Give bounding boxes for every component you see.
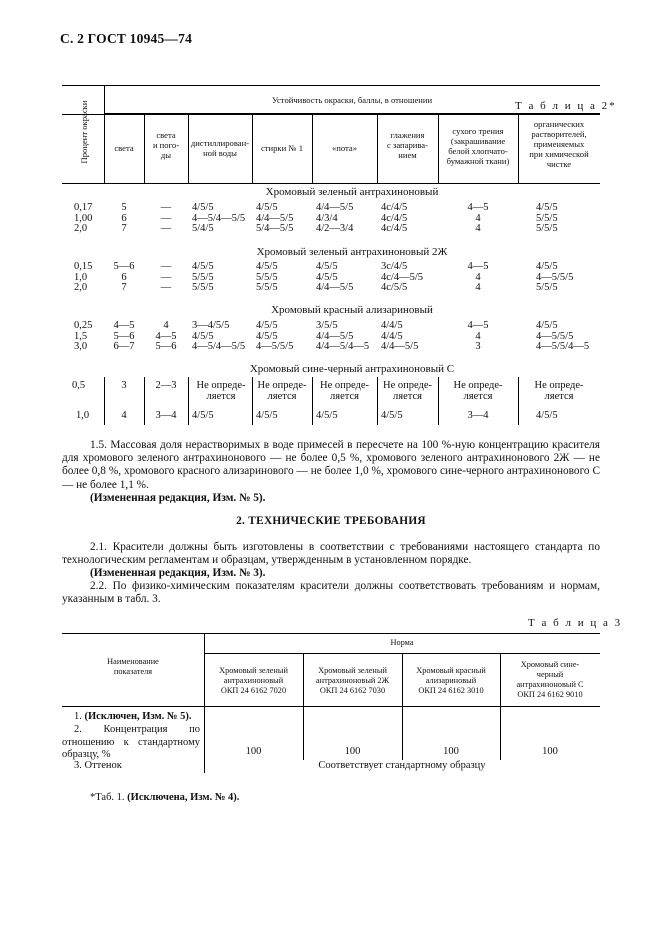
table2-cell: 3 — [121, 380, 127, 391]
table2-cell: 4/5/5 — [256, 261, 278, 272]
table2-cell: 4 — [475, 223, 481, 234]
table3-col-header: Хромовый зеленый антрахиноновый ОКП 24 6162 7020 — [219, 666, 288, 695]
table2-cell: 4/5/5 — [536, 261, 558, 272]
table2-cell: 4/4/5 — [381, 330, 403, 342]
table3-group-header-norma: Норма — [390, 638, 414, 647]
table3-col-header: Хромовый сине- черный антрахиноновый С ОКП 24 6162 9010 — [516, 660, 584, 699]
table2-cell: 4/4—5/5 — [316, 330, 354, 342]
table2-cell: Не опреде- ляется — [319, 380, 369, 402]
col-header-glazhenie: глажения с запарива- нием — [387, 130, 428, 160]
table2-cell: 4с/4/5 — [381, 212, 408, 224]
para-2-1-note: (Измененная редакция, Изм. № 3). — [90, 567, 266, 579]
table2-cell: 4—5 — [155, 330, 177, 342]
table2-cell: 4/5/5 — [536, 202, 558, 213]
table2-cell: 5—6 — [155, 341, 177, 352]
table2-cell: 4/5/5 — [256, 202, 278, 213]
col-header-stirki: стирки № 1 — [260, 143, 304, 153]
table2-cell: 5/5/5 — [256, 282, 278, 293]
table2-cell: 6 — [121, 212, 127, 224]
section-2-title: 2. ТЕХНИЧЕСКИЕ ТРЕБОВАНИЯ — [236, 515, 426, 527]
percent-cell: 3,0 — [74, 341, 88, 352]
percent-cell: 2,0 — [74, 282, 88, 293]
table3-cell: 100 — [443, 746, 459, 757]
table2-cell: 3—4 — [155, 410, 177, 421]
col-header-sveta-pogody: света и пого- ды — [152, 130, 180, 160]
table2-cell: 4/4—5/5 — [256, 212, 294, 224]
table2-cell: 6—7 — [113, 341, 135, 352]
percent-cell: 0,17 — [74, 202, 93, 213]
table2-cell: 4/5/5 — [256, 410, 278, 421]
table3-row-3-value: Соответствует стандартному образцу — [318, 760, 486, 771]
table2-cell: — — [160, 282, 172, 293]
section-title: Хромовый зеленый антрахиноновый 2Ж — [256, 246, 448, 258]
table2-cell: 4/5/5 — [192, 261, 214, 272]
table2-cell: 3—4/5/5 — [192, 320, 230, 331]
table2-cell: — — [160, 212, 172, 224]
section-title: Хромовый красный ализариновый — [271, 304, 433, 316]
page-header: С. 2 ГОСТ 10945—74 — [60, 31, 193, 46]
table2-cell: — — [160, 223, 172, 234]
table2-cell: 7 — [121, 223, 127, 234]
table2-cell: 4—5/5/5 — [536, 271, 574, 283]
table2-cell: 5—6 — [113, 261, 135, 272]
table2-cell: 4с/4/5 — [381, 223, 408, 234]
table2-cell: 4 — [475, 330, 481, 342]
table3-col-header: Хромовый зеленый антрахиноновый 2Ж ОКП 24 6162 7030 — [315, 666, 390, 695]
table2-cell: 4/5/5 — [316, 271, 338, 283]
group-header-ustoychivost: Устойчивость окраски, баллы, в отношении — [271, 95, 433, 105]
table3-row-2-label: 2. Концентрация по отношению к стандартному образцу, % — [62, 724, 200, 760]
table2-cell: 5—6 — [113, 330, 135, 342]
table2-cell: 4/4—5/5 — [316, 202, 354, 213]
table2-cell: 4 — [475, 282, 481, 293]
para-2-1: 2.1. Красители должны быть изготовлены в соответствии с требованиями настоящего стандарта по технологическим регламентам и образцам, утвержденным в установленном порядке. — [62, 541, 600, 567]
table2-cell: 7 — [121, 282, 127, 293]
table2-cell: 3с/4/5 — [381, 261, 408, 272]
table2-cell: 5/4/5 — [192, 223, 214, 234]
table3-caption: Т а б л и ц а 3 — [528, 617, 623, 629]
table2-cell: 3—4 — [467, 410, 489, 421]
table2-cell: 5/5/5 — [256, 271, 278, 283]
table2-cell: 4/4—5/4—5 — [316, 341, 370, 352]
table3-cell: 100 — [344, 746, 361, 757]
table3-cell: 100 — [542, 746, 558, 757]
percent-cell: 1,00 — [74, 212, 93, 224]
percent-cell: 0,15 — [74, 261, 93, 272]
table2-cell: 4/5/5 — [316, 261, 338, 272]
table3-cell: 100 — [245, 746, 262, 757]
table2-cell: Не опреде- ляется — [196, 380, 246, 402]
table2-cell: 4 — [121, 410, 127, 421]
table2-cell: 4/5/5 — [192, 330, 214, 342]
table2-cell: — — [160, 202, 172, 213]
table2-cell: 4—5/4—5/5 — [192, 212, 246, 224]
table2-cell: 4—5 — [113, 320, 135, 331]
table2-cell: — — [160, 261, 172, 272]
table2-cell: 5/5/5 — [536, 212, 558, 224]
table2-cell: 4/3/4 — [316, 212, 338, 224]
table2-cell: 4/5/5 — [316, 410, 338, 421]
table2-cell: 4—5/4—5/5 — [192, 341, 246, 352]
footnote: *Таб. 1. (Исключена, Изм. № 4). — [90, 792, 240, 803]
table2-cell: 4/5/5 — [256, 330, 278, 342]
col-percent-header: Процент окраски — [79, 100, 89, 164]
table2-cell: 4/5/5 — [256, 320, 278, 331]
table2-cell: 4—5/5/4—5 — [536, 341, 590, 352]
section-title: Хромовый зеленый антрахиноновый — [265, 186, 439, 198]
table2-cell: Не опреде- ляется — [453, 380, 503, 402]
table2-cell: Не опреде- ляется — [257, 380, 307, 402]
table2-cell: 4с/5/5 — [381, 282, 408, 293]
table2-caption: Т а б л и ц а 2* — [515, 100, 617, 112]
col-header-sveta: света — [114, 143, 134, 153]
section-title: Хромовый сине-черный антрахиноновый С — [249, 363, 455, 375]
table2-cell: 3/5/5 — [316, 320, 338, 331]
col-header-distill-water: дистиллирован- ной воды — [190, 138, 250, 158]
table2-cell: 4—5/5/5 — [536, 330, 574, 342]
table2-cell: 4/4/5 — [381, 320, 403, 331]
table2-cell: 5/5/5 — [536, 223, 558, 234]
para-1-5-note: (Измененная редакция, Изм. № 5). — [90, 492, 266, 504]
table2-cell: 4 — [475, 212, 481, 224]
table2-cell: 4/4—5/5 — [316, 282, 354, 293]
table2-cell: Не опреде- ляется — [382, 380, 432, 402]
table2-cell: 4/5/5 — [192, 202, 214, 213]
percent-cell: 1,0 — [74, 271, 88, 283]
table2-cell: 2—3 — [155, 380, 177, 391]
para-1-5: 1.5. Массовая доля нерастворимых в воде примесей в пересчете на 100 %-ную концентрацию красителя для хромового зеленого антрахинонового — не более 0,5 %, хромового зеленого антрахинонового 2Ж — не более 0,8 %, хромового красного ализаринового — не более 1,0 %, хромового сине-черного антрахинонового С — не более 1,1 %. — [62, 439, 600, 491]
table2-cell: 5/5/5 — [192, 282, 214, 293]
table2-cell: 4/5/5 — [536, 410, 558, 421]
table2-cell: 4—5 — [467, 202, 489, 213]
table3-col-header: Хромовый красный ализариновый ОКП 24 6162 3010 — [416, 666, 486, 695]
table2-cell: 5 — [121, 202, 127, 213]
col-header-organic-solvents: органических растворителей, применяемых при химической чистке — [529, 119, 589, 169]
table2-cell: Не опреде- ляется — [534, 380, 584, 402]
col-header-pota: «пота» — [331, 143, 358, 153]
table2-cell: 4—5/5/5 — [256, 341, 294, 352]
table2-cell: 4—5 — [467, 261, 489, 272]
table2-cell: 4с/4—5/5 — [381, 271, 423, 283]
table2-cell: 4 — [163, 320, 169, 331]
col-header-sukhoe-trenie: сухого трения (закрашивание белой хлопчато- бумажной ткани) — [446, 126, 510, 166]
table3-row-3-label: 3. Оттенок — [74, 760, 122, 771]
table2-cell: 4с/4/5 — [381, 202, 408, 213]
table2-cell: 5/5/5 — [192, 271, 214, 283]
table2-cell: 4 — [475, 271, 481, 283]
para-2-2: 2.2. По физико-химическим показателям красители должны соответствовать требованиям и нормам, указанным в табл. 3. — [62, 580, 600, 606]
table2-cell: 4/4—5/5 — [381, 341, 419, 352]
table2-cell: 3 — [475, 341, 481, 352]
percent-cell: 1,5 — [74, 330, 88, 342]
table2-cell: 5/5/5 — [536, 282, 558, 293]
table2-cell: — — [160, 271, 172, 283]
percent-cell: 0,25 — [74, 320, 93, 331]
table3-col-name-header: Наименование показателя — [107, 657, 159, 676]
table2-cell: 5/4—5/5 — [256, 223, 294, 234]
table2-cell: 6 — [121, 271, 127, 283]
percent-cell: 1,0 — [76, 410, 90, 421]
table2-cell: 4/2—3/4 — [316, 223, 354, 234]
table2-cell: 4—5 — [467, 320, 489, 331]
percent-cell: 0,5 — [72, 380, 86, 391]
table3-row-1: 1. (Исключен, Изм. № 5). — [74, 711, 192, 722]
table2-cell: 4/5/5 — [381, 410, 403, 421]
percent-cell: 2,0 — [74, 223, 88, 234]
table2-cell: 4/5/5 — [536, 320, 558, 331]
table2-cell: 4/5/5 — [192, 410, 214, 421]
